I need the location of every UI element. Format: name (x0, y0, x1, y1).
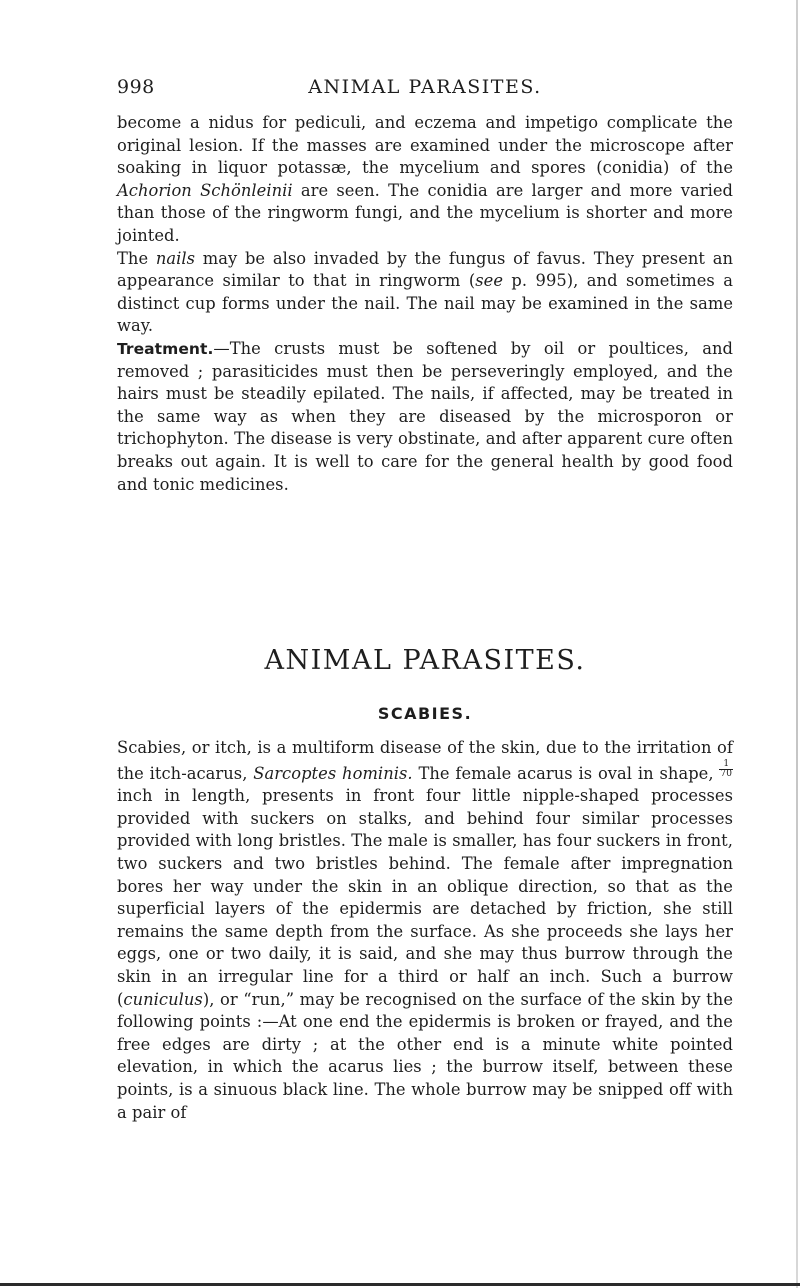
page-number: 998 (117, 76, 155, 98)
italic-see: see (475, 271, 504, 291)
page-edge-line (796, 0, 798, 1288)
fraction-one-seventieth: $\frac{1}{70}$ (720, 758, 732, 779)
treatment-heading: Treatment. (117, 339, 214, 358)
italic-term-sarcoptes: Sarcoptes hominis. (253, 763, 413, 783)
section-title: ANIMAL PARASITES. (264, 645, 586, 676)
italic-term-cuniculus: cuniculus (123, 989, 203, 1009)
running-head-title: ANIMAL PARASITES. (308, 76, 542, 98)
paragraph-favus-microscopy: become a nidus for pediculi, and eczema and impetigo complicate the original lesion. If the masses are examined under the microscope after soaking in liquor potassæ, the mycelium and spores (conidia) of the Achorion Schönleinii are seen. The conidia are larger and more varied than those of the ringworm fungi, and the mycelium is shorter and more jointed. (117, 113, 733, 245)
paragraph-scabies: Scabies, or itch, is a multiform disease of the skin, due to the irritation of the itch-acarus, Sarcoptes hominis. The female acarus is oval in shape, $\frac{1}{70}$ inch in length, presents in front four little nipple-shaped processes provided with suckers on stalks, and behind four similar processes provided with long bristles. The male is smaller, has four suckers in front, two suckers and two bristles behind. The female after impregnation bores her way under the skin in an oblique direction, so that as the superficial layers of the epidermis are detached by friction, she still remains the same depth from the surface. As she proceeds she lays her eggs, one or two daily, it is said, and she may thus burrow through the skin in an irregular line for a third or half an inch. Such a burrow (cuniculus), or “run,” may be recognised on the surface of the skin by the following points :—At one end the epidermis is broken or frayed, and the free edges are dirty ; at the other end is a minute white pointed elevation, in which the acarus lies ; the burrow itself, between these points, is a sinuous black line. The whole burrow may be snipped off with a pair of (117, 738, 733, 1122)
running-head (117, 76, 733, 102)
paragraph-treatment: Treatment.—The crusts must be softened by oil or poultices, and removed ; parasiticides must then be perseveringly employed, and the hairs must be steadily epilated. The nails, if affected, may be treated in the same way as when they are diseased by the microsporon or trichophyton. The disease is very obstinate, and after apparent cure often breaks out again. It is well to care for the general health by good food and tonic medicines. (117, 338, 733, 494)
scabies-text-block (117, 737, 733, 1124)
italic-term-nails: nails (155, 248, 196, 268)
subsection-title: SCABIES. (377, 704, 473, 723)
italic-term-achorion: Achorion Schönleinii (117, 180, 293, 200)
page-bottom-line (0, 1283, 800, 1286)
favus-text-block (117, 112, 733, 496)
paragraph-nails: The nails may be also invaded by the fungus of favus. They present an appearance similar to that in ringworm (see p. 995), and sometimes a distinct cup forms under the nail. The nail may be examined in the same way. (117, 248, 734, 336)
